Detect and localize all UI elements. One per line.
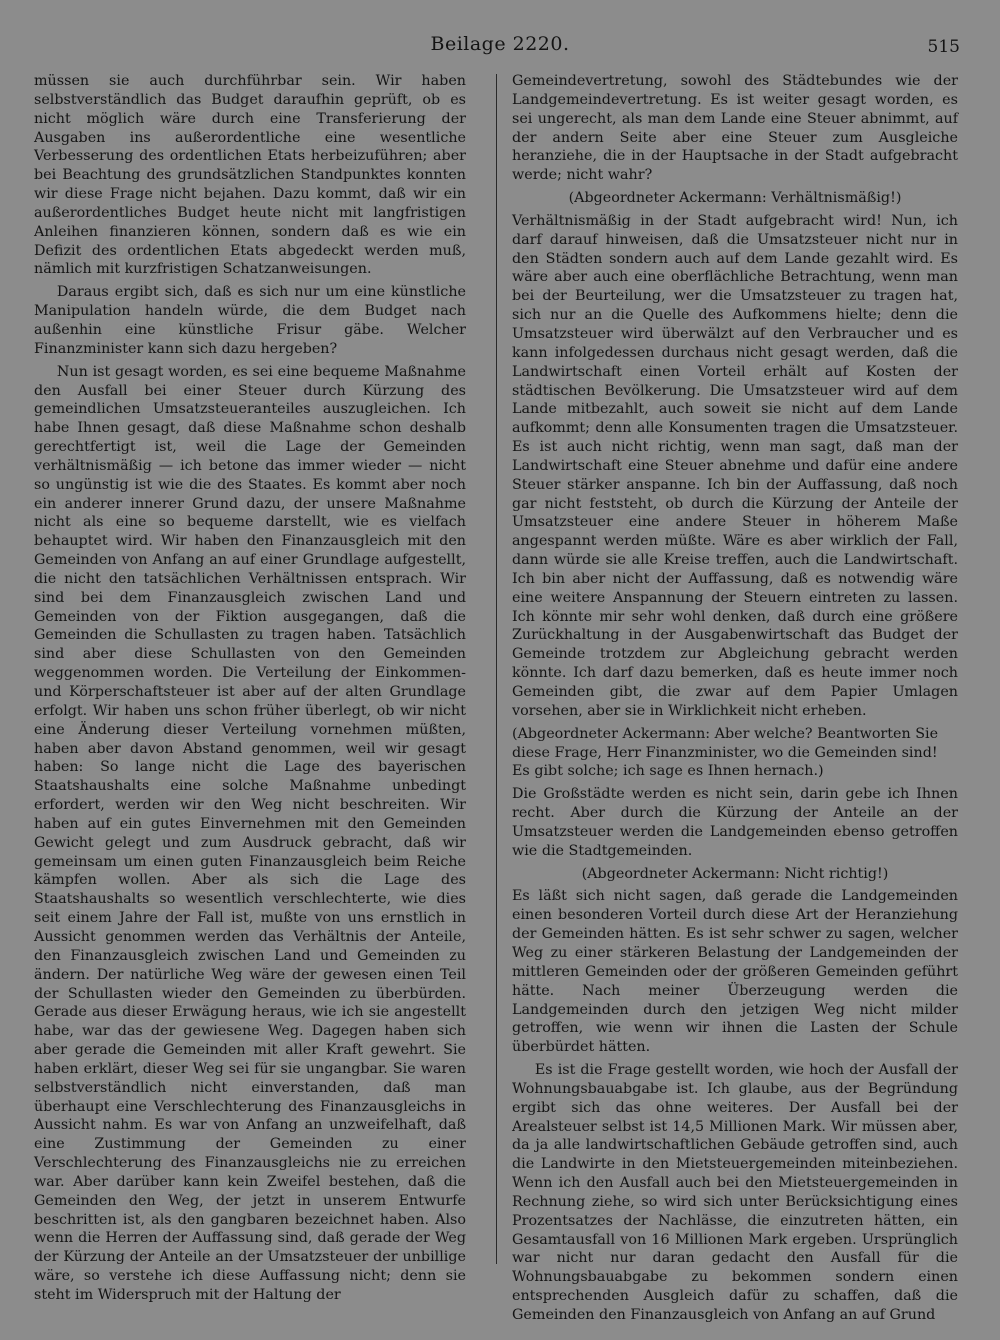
right-column — [512, 72, 958, 1329]
paragraph: Es ist die Frage gestellt worden, wie hoch der Ausfall der Wohnungsbauabgabe ist. Ich glaube, aus der Begründung ergibt sich das ohne weiteres. Der Ausfall bei der Arealsteuer selbst ist 14,5 Millionen Mark. Wir müssen aber, da ja alle landwirtschaftlichen Gebäude getroffen sind, auch die Landwirte in den Mietsteuergemeinden miteinbeziehen. Wenn ich den Ausfall auch bei den Mietsteuergemeinden in Rechnung ziehe, so wird sich unter Berücksichtigung eines Prozentsatzes der Nachlässe, die einzutreten hätten, ein Gesamtausfall von 16 Millionen Mark ergeben. Ursprünglich war nicht nur daran gedacht den Ausfall für die Wohnungsbauabgabe zu bekommen sondern einen entsprechenden Ausgleich dafür zu schaffen, daß die Gemeinden den Finanzausgleich von Anfang an auf Grund — [512, 1062, 958, 1323]
paragraph: Gemeindevertretung, sowohl des Städtebundes wie der Landgemeindevertretung. Es ist weiter gesagt worden, es sei ungerecht, als man dem Lande eine Steuer abnimmt, auf der andern Seite aber eine Steuer zum Ausgleiche heranziehe, die in der Hauptsache in der Stadt aufgebracht werde; nicht wahr? — [512, 73, 958, 184]
left-column — [34, 72, 466, 1309]
column-divider — [496, 74, 497, 1264]
paragraph: Die Großstädte werden es nicht sein, darin gebe ich Ihnen recht. Aber durch die Kürzung der Anteile an der Umsatzsteuer werden die Landgemeinden ebenso getroffen wie die Stadtgemeinden. — [512, 786, 958, 859]
paragraph: Daraus ergibt sich, daß es sich nur um eine künstliche Manipulation handeln würde, die dem Budget nach außenhin eine künstliche Frisur gäbe. Welcher Finanzminister kann sich dazu hergeben? — [34, 284, 466, 357]
interjection: (Abgeordneter Ackermann: Nicht richtig!) — [581, 865, 889, 882]
interjection: (Abgeordneter Ackermann: Aber welche? Beantworten Sie diese Frage, Herr Finanzminister, wo die Gemeinden sind! Es gibt solche; ich sage es Ihnen hernach.) — [512, 725, 939, 780]
interjection: (Abgeordneter Ackermann: Verhältnismäßig!) — [568, 190, 902, 207]
paragraph: Verhältnismäßig in der Stadt aufgebracht wird! Nun, ich darf darauf hinweisen, daß die Umsatzsteuer nicht nur in den Städten sondern auch auf dem Lande gezahlt wird. Es wäre aber auch eine oberflächliche Betrachtung, wenn man bei der Beurteilung, wer die Umsatzsteuer zu tragen hat, sich nur an die Quelle des Aufkommens hielte; denn die Umsatzsteuer wird überwälzt auf den Verbraucher und es kann infolgedessen durchaus nicht gesagt werden, daß die Landwirtschaft einen Vorteil erhält auf Kosten der städtischen Bevölkerung. Die Umsatzsteuer wird auf dem Lande mitbezahlt, auch soweit sie nicht auf dem Lande aufkommt; denn alle Konsumenten tragen die Umsatzsteuer. Es ist auch nicht richtig, wenn man sagt, daß man der Landwirtschaft eine Steuer abnehme und dafür eine andere Steuer stärker anspanne. Ich bin der Auffassung, daß noch gar nicht feststeht, ob durch die Kürzung der Anteile der Umsatzsteuer eine andere Steuer in höherem Maße angespannt werden müßte. Wäre es aber wirklich der Fall, dann würde sie alle Kreise treffen, auch die Landwirtschaft. Ich bin aber nicht der Auffassung, daß es notwendig wäre eine weitere Anspannung der Steuern eintreten zu lassen. Ich könnte mir sehr wohl denken, daß durch eine größere Zurückhaltung in der Ausgabenwirtschaft das Budget der Gemeinde trotzdem zur Abgleichung gebracht werden könnte. Ich darf dazu bemerken, daß es heute immer noch Gemeinden gibt, die zwar auf dem Papier Umlagen vorsehen, aber sie in Wirklichkeit nicht erheben. — [512, 212, 958, 719]
paragraph: Nun ist gesagt worden, es sei eine bequeme Maßnahme den Ausfall bei einer Steuer durch Kürzung des gemeindlichen Umsatzsteueranteiles auszugleichen. Ich habe Ihnen gesagt, daß diese Maßnahme schon deshalb gerechtfertigt ist, weil die Lage der Gemeinden verhältnismäßig — ich betone das immer wieder — nicht so ungünstig ist wie die des Staates. Es kommt aber noch ein anderer innerer Grund dazu, der unsere Maßnahme nicht als eine so bequeme darstellt, wie es vielfach behauptet wird. Wir haben den Finanzausgleich mit den Gemeinden von Anfang an auf einer Grundlage aufgestellt, die nicht den tatsächlichen Verhältnissen entsprach. Wir sind bei dem Finanzausgleich zwischen Land und Gemeinden von der Fiktion ausgegangen, daß die Gemeinden die Schullasten zu tragen haben. Tatsächlich sind aber diese Schullasten von den Gemeinden weggenommen worden. Die Verteilung der Einkommen- und Körperschaftsteuer ist aber auf der alten Grundlage erfolgt. Wir haben uns schon früher überlegt, ob wir nicht eine Änderung dieser Verteilung vornehmen müßten, haben aber davon Abstand genommen, weil wir gesagt haben: So lange nicht die Lage des bayerischen Staatshaushalts eine solche Maßnahme unbedingt erfordert, werden wir den Weg nicht beschreiten. Wir haben auf ein gutes Einvernehmen mit den Gemeinden Gewicht gelegt und zum Ausdruck gebracht, daß wir gemeinsam um einen guten Finanzausgleich beim Reiche kämpfen wollen. Aber als sich die Lage des Staatshaushalts so wesentlich verschlechterte, wie dies seit einem Jahre der Fall ist, mußte von uns ernstlich in Aussicht genommen werden das Verhältnis der Anteile, den Finanzausgleich zwischen Land und Gemeinden zu ändern. Der natürliche Weg wäre der gewesen einen Teil der Schullasten wieder den Gemeinden zu überbürden. Gerade aus dieser Erwägung heraus, wie ich sie angestellt habe, war das der gewiesene Weg. Dagegen haben sich aber gerade die Gemeinden mit aller Kraft gewehrt. Sie haben erklärt, dieser Weg sei für sie ungangbar. Sie waren selbstverständlich nicht einverstanden, daß man überhaupt eine Verschlechterung des Finanzausgleichs in Aussicht nahm. Es war von Anfang an unzweifelhaft, daß eine Zustimmung der Gemeinden zu einer Verschlechterung des Finanzausgleichs nie zu erreichen war. Aber darüber kann kein Zweifel bestehen, daß die Gemeinden den Weg, der jetzt in unserem Entwurfe beschritten ist, als den gangbaren bezeichnet haben. Also wenn die Herren der Auffassung sind, daß gerade der Weg der Kürzung der Anteile an der Umsatzsteuer der unbillige wäre, so verstehe ich diese Auffassung nicht; denn sie steht im Widerspruch mit der Haltung der — [34, 363, 466, 1303]
paragraph: Es läßt sich nicht sagen, daß gerade die Landgemeinden einen besonderen Vorteil durch diese Art der Heranziehung der Gemeinden hätten. Es ist sehr schwer zu sagen, welcher Weg zu einer stärkeren Belastung der Landgemeinden der mittleren Gemeinden oder der größeren Gemeinden geführt hätte. Nach meiner Überzeugung werden die Landgemeinden durch den jetzigen Weg nicht milder getroffen, wie wenn wir ihnen die Lasten der Schule überbürdet hätten. — [512, 888, 958, 1056]
page-number: 515 — [927, 37, 960, 57]
page-header-title: Beilage 2220. — [430, 33, 570, 55]
paragraph: müssen sie auch durchführbar sein. Wir haben selbstverständlich das Budget daraufhin geprüft, ob es nicht möglich wäre durch eine Transferierung der Ausgaben ins außerordentliche eine wesentliche Verbesserung des ordentlichen Etats herbeizuführen; aber bei Beachtung des grundsätzlichen Standpunktes konnten wir diese Frage nicht bejahen. Dazu kommt, daß wir ein außerordentliches Budget heute nicht mit langfristigen Anleihen finanzieren können, sondern daß es wie ein Defizit des ordentlichen Etats abgedeckt werden muß, nämlich mit kurzfristigen Schatzanweisungen. — [34, 73, 466, 278]
